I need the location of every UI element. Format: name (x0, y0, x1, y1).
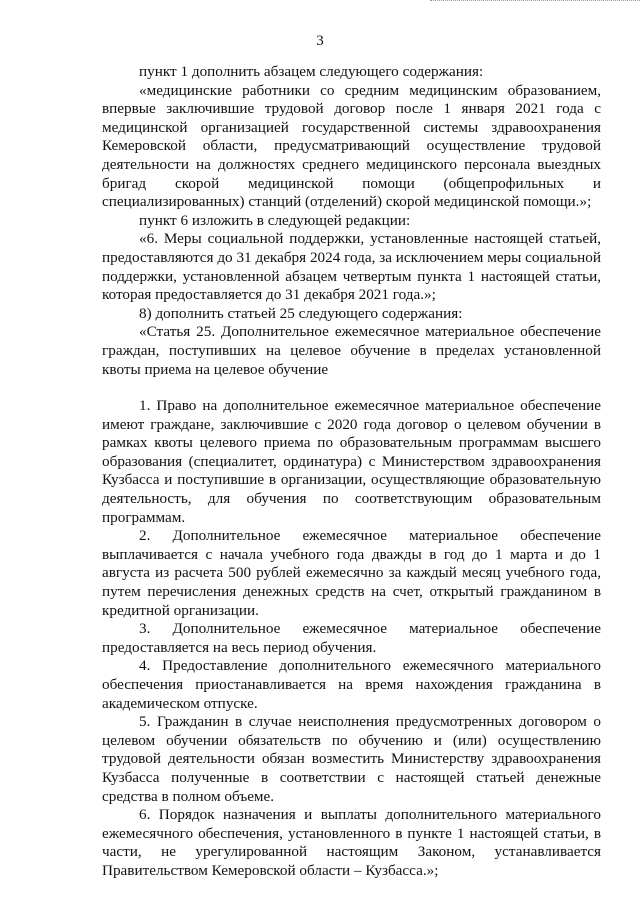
document-body (102, 63, 601, 881)
article-25-item-6: 6. Порядок назначения и выплаты дополнительного материального ежемесячного обеспечения, установленного в пункте 1 настоящей статьи, в части, не урегулированной настоящим Законом, устанавливается Правительством Кемеровской области – Кузбасса.»; (102, 806, 601, 879)
article-25-item-4: 4. Предоставление дополнительного ежемесячного материального обеспечения приостанавливается на время нахождения гражданина в академическом отпуске. (102, 657, 601, 712)
paragraph-amend-point-1: пункт 1 дополнить абзацем следующего содержания: (139, 63, 484, 80)
page-number: 3 (316, 33, 324, 49)
paragraph-add-article-25: 8) дополнить статьей 25 следующего содержания: (139, 304, 463, 322)
paragraph-medical-workers: «медицинские работники со средним медицинским образованием, впервые заключившие трудовой договор после 1 января 2021 года с медицинской организацией государственной системы здравоохранения Кемеровской области, предусматривающий осуществление трудовой деятельности на должностях среднего медицинского персонала выездных бригад скорой медицинской помощи (общепрофильных и специализированных) станций (отделений) скорой медицинской помощи.»; (102, 81, 601, 211)
article-25-heading: «Статья 25. Дополнительное ежемесячное материальное обеспечение граждан, поступивших на целевое обучение в пределах установленной квоты приема на целевое обучение (102, 323, 601, 378)
top-edge-rule (430, 0, 640, 3)
paragraph-point-6-text: «6. Меры социальной поддержки, установленные настоящей статьей, предоставляются до 31 декабря 2024 года, за исключением меры социальной поддержки, установленной абзацем четвертым пункта 1 настоящей статьи, которая предоставляется до 31 декабря 2021 года.»; (102, 230, 601, 304)
article-25-item-2: 2. Дополнительное ежемесячное материальное обеспечение выплачивается с начала учебного года дважды в год до 1 марта и до 1 августа из расчета 500 рублей ежемесячно за каждый месяц учебного года, путем перечисления денежных средств на счет, открытый гражданином в кредитной организации. (102, 527, 601, 619)
paragraph-amend-point-6: пункт 6 изложить в следующей редакции: (139, 211, 411, 229)
article-25-item-5: 5. Гражданин в случае неисполнения предусмотренных договором о целевом обучении обязательств по обучению и (или) осуществлению трудовой деятельности обязан возместить Министерству здравоохранения Кузбасса полученные в соответствии с настоящей статьей денежные средства в полном объеме. (102, 713, 601, 805)
article-25-item-3: 3. Дополнительное ежемесячное материальное обеспечение предоставляется на весь период обучения. (102, 620, 601, 656)
article-25-item-1: 1. Право на дополнительное ежемесячное материальное обеспечение имеют граждане, заключившие с 2020 года договор о целевом обучении в рамках квоты целевого приема по образовательным программам высшего образования (специалитет, ординатура) с Министерством здравоохранения Кузбасса и поступившие в организации, осуществляющие образовательную деятельность, для обучения по соответствующим образовательным программам. (102, 397, 601, 526)
